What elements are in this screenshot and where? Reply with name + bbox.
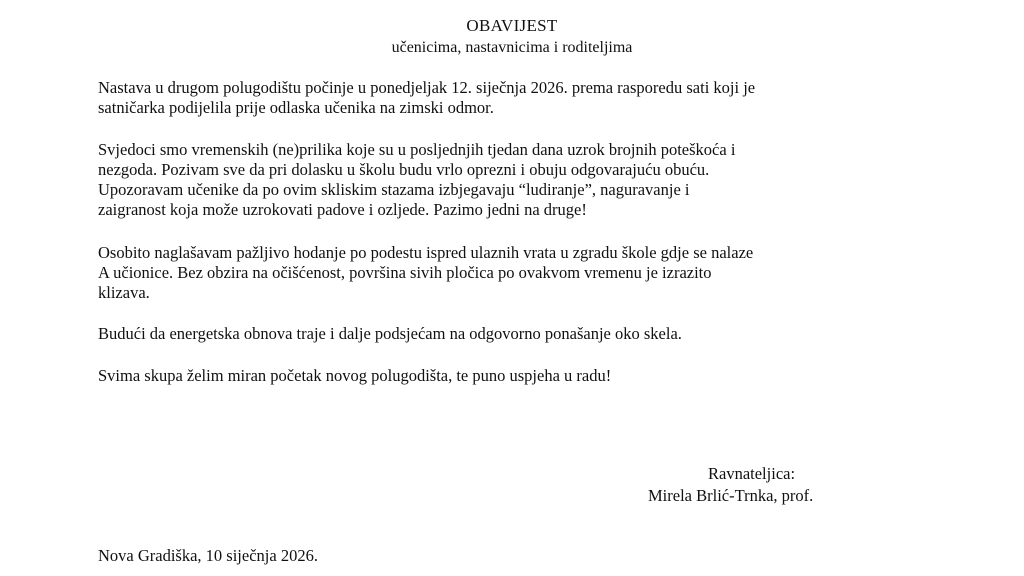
paragraph-line: Svima skupa želim miran početak novog polugodišta, te puno uspjeha u radu! <box>98 366 612 385</box>
notice-title: OBAVIJEST <box>466 16 558 35</box>
paragraph-line: Svjedoci smo vremenskih (ne)prilika koje su u posljednjih tjedan dana uzrok brojnih poteškoća i <box>98 140 736 159</box>
paragraph-line: zaigranost koja može uzrokovati padove i ozljede. Pazimo jedni na druge! <box>98 200 587 219</box>
paragraph-renovation <box>98 324 938 344</box>
paragraph-line: A učionice. Bez obzira na očišćenost, površina sivih pločica po ovakvom vremenu je izrazito <box>98 263 712 282</box>
paragraph-classes-start <box>98 78 938 118</box>
signature-name: Mirela Brlić-Trnka, prof. <box>648 486 814 505</box>
paragraph-line: klizava. <box>98 283 150 302</box>
paragraph-entrance-caution <box>98 243 938 303</box>
paragraph-line: Upozoravam učenike da po ovim skliskim stazama izbjegavaju “ludiranje”, naguravanje i <box>98 180 690 199</box>
paragraph-line: Nastava u drugom polugodištu počinje u ponedjeljak 12. siječnja 2026. prema rasporedu sati koji je <box>98 78 756 97</box>
paragraph-line: nezgoda. Pozivam sve da pri dolasku u školu budu vrlo oprezni i obuju odgovarajuću obuću. <box>98 160 710 179</box>
paragraph-line: satničarka podijelila prije odlaska učenika na zimski odmor. <box>98 98 494 117</box>
paragraph-line: Osobito naglašavam pažljivo hodanje po podestu ispred ulaznih vrata u zgradu škole gdje se nalaze <box>98 243 754 262</box>
paragraph-closing-wishes <box>98 366 938 386</box>
notice-subtitle: učenicima, nastavnicima i roditeljima <box>391 39 633 56</box>
paragraph-line: Budući da energetska obnova traje i dalje podsjećam na odgovorno ponašanje oko skela. <box>98 324 682 343</box>
signature-role: Ravnateljica: <box>708 464 796 483</box>
place-and-date: Nova Gradiška, 10 siječnja 2026. <box>98 546 318 565</box>
paragraph-weather-warning <box>98 140 938 220</box>
